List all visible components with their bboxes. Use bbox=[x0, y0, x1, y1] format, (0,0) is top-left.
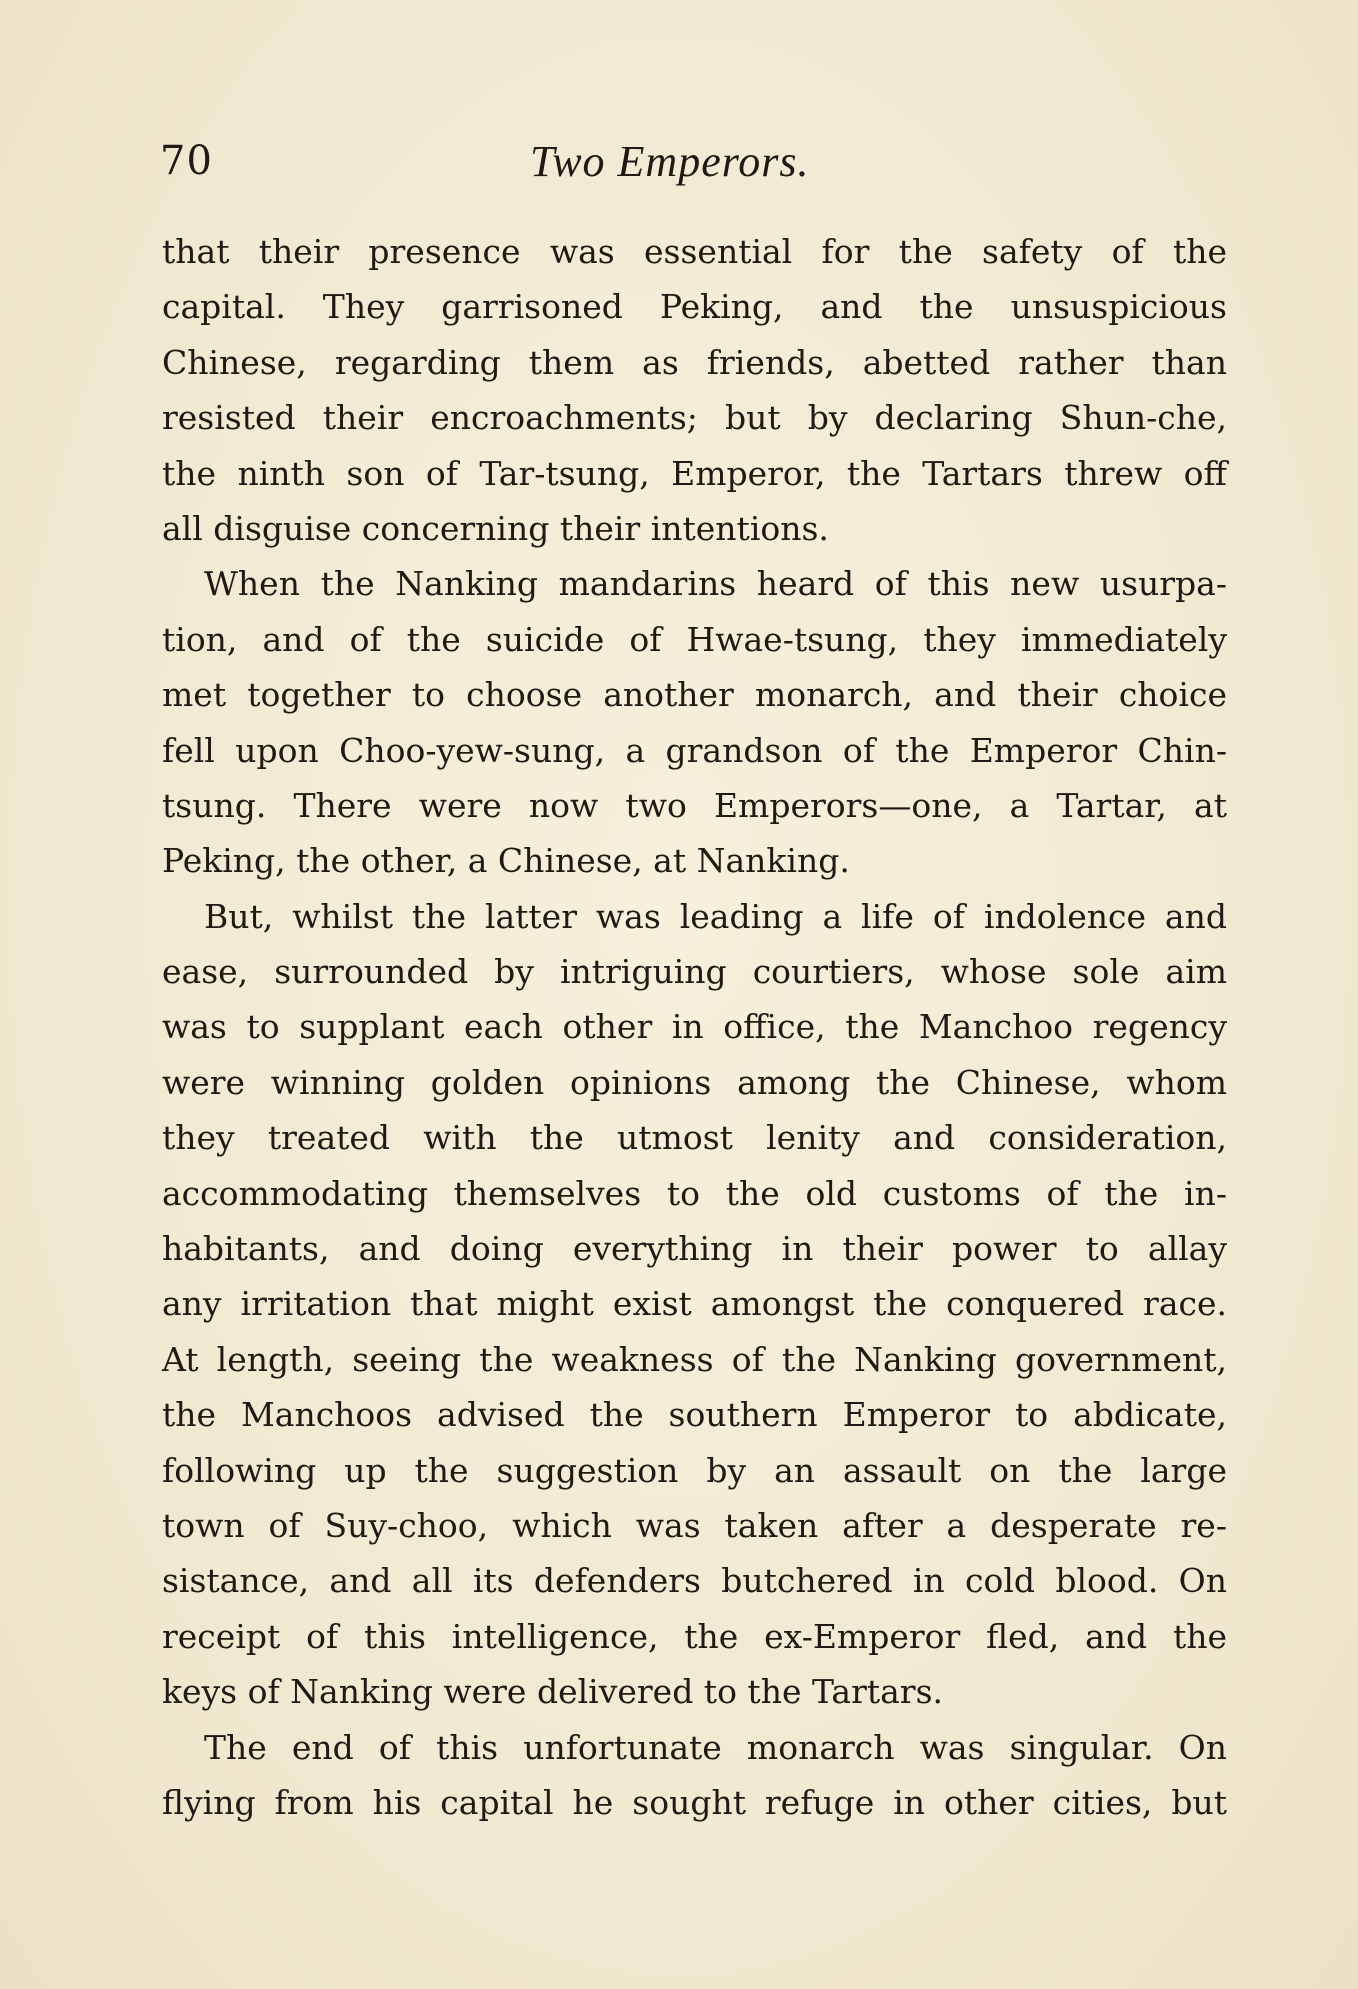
text-line: that their presence was essential for the safety of the bbox=[162, 232, 1227, 271]
text-line: met together to choose another monarch, and their choice bbox=[162, 675, 1227, 715]
text-line: tsung. There were now two Emperors—one, a Tartar, at bbox=[162, 785, 1227, 825]
running-head bbox=[160, 138, 1230, 188]
body-text bbox=[162, 224, 1227, 1830]
text-line: habitants, and doing everything in their power to allay bbox=[162, 1229, 1227, 1269]
text-line: accommodating themselves to the old customs of the in- bbox=[162, 1173, 1227, 1213]
text-line: Peking, the other, a Chinese, at Nanking. bbox=[162, 841, 850, 881]
text-line: But, whilst the latter was leading a life of indolence and bbox=[204, 896, 1227, 936]
text-line: receipt of this intelligence, the ex-Emperor fled, and the bbox=[162, 1616, 1227, 1656]
text-line: Chinese, regarding them as friends, abetted rather than bbox=[162, 342, 1227, 382]
text-line: sistance, and all its defenders butchered in cold blood. On bbox=[162, 1561, 1227, 1601]
running-title: Two Emperors. bbox=[530, 137, 810, 186]
page-number: 70 bbox=[160, 138, 213, 184]
text-line: When the Nanking mandarins heard of this new usurpa- bbox=[204, 564, 1227, 604]
text-line: was to supplant each other in office, the Manchoo regency bbox=[162, 1007, 1227, 1047]
text-line: the ninth son of Tar-tsung, Emperor, the Tartars threw off bbox=[162, 453, 1227, 493]
text-line: any irritation that might exist amongst the conquered race. bbox=[162, 1284, 1227, 1324]
text-line: fell upon Choo-yew-sung, a grandson of the Emperor Chin- bbox=[162, 730, 1227, 770]
text-line: flying from his capital he sought refuge in other cities, but bbox=[162, 1782, 1227, 1822]
text-line: all disguise concerning their intentions. bbox=[162, 508, 829, 548]
text-line: tion, and of the suicide of Hwae-tsung, they immediately bbox=[162, 619, 1227, 659]
text-line: they treated with the utmost lenity and consideration, bbox=[162, 1118, 1227, 1158]
text-line: At length, seeing the weakness of the Nanking government, bbox=[162, 1339, 1227, 1379]
text-line: The end of this unfortunate monarch was singular. On bbox=[204, 1727, 1227, 1767]
text-line: resisted their encroachments; but by declaring Shun-che, bbox=[162, 398, 1227, 438]
text-line: following up the suggestion by an assault on the large bbox=[162, 1450, 1227, 1490]
text-line: town of Suy-choo, which was taken after a desperate re- bbox=[162, 1505, 1227, 1545]
text-line: the Manchoos advised the southern Emperor to abdicate, bbox=[162, 1395, 1227, 1435]
text-line: ease, surrounded by intriguing courtiers, whose sole aim bbox=[162, 952, 1227, 992]
text-line: capital. They garrisoned Peking, and the unsuspicious bbox=[162, 287, 1227, 327]
text-line: were winning golden opinions among the Chinese, whom bbox=[162, 1062, 1227, 1102]
text-line: keys of Nanking were delivered to the Tartars. bbox=[162, 1672, 943, 1712]
